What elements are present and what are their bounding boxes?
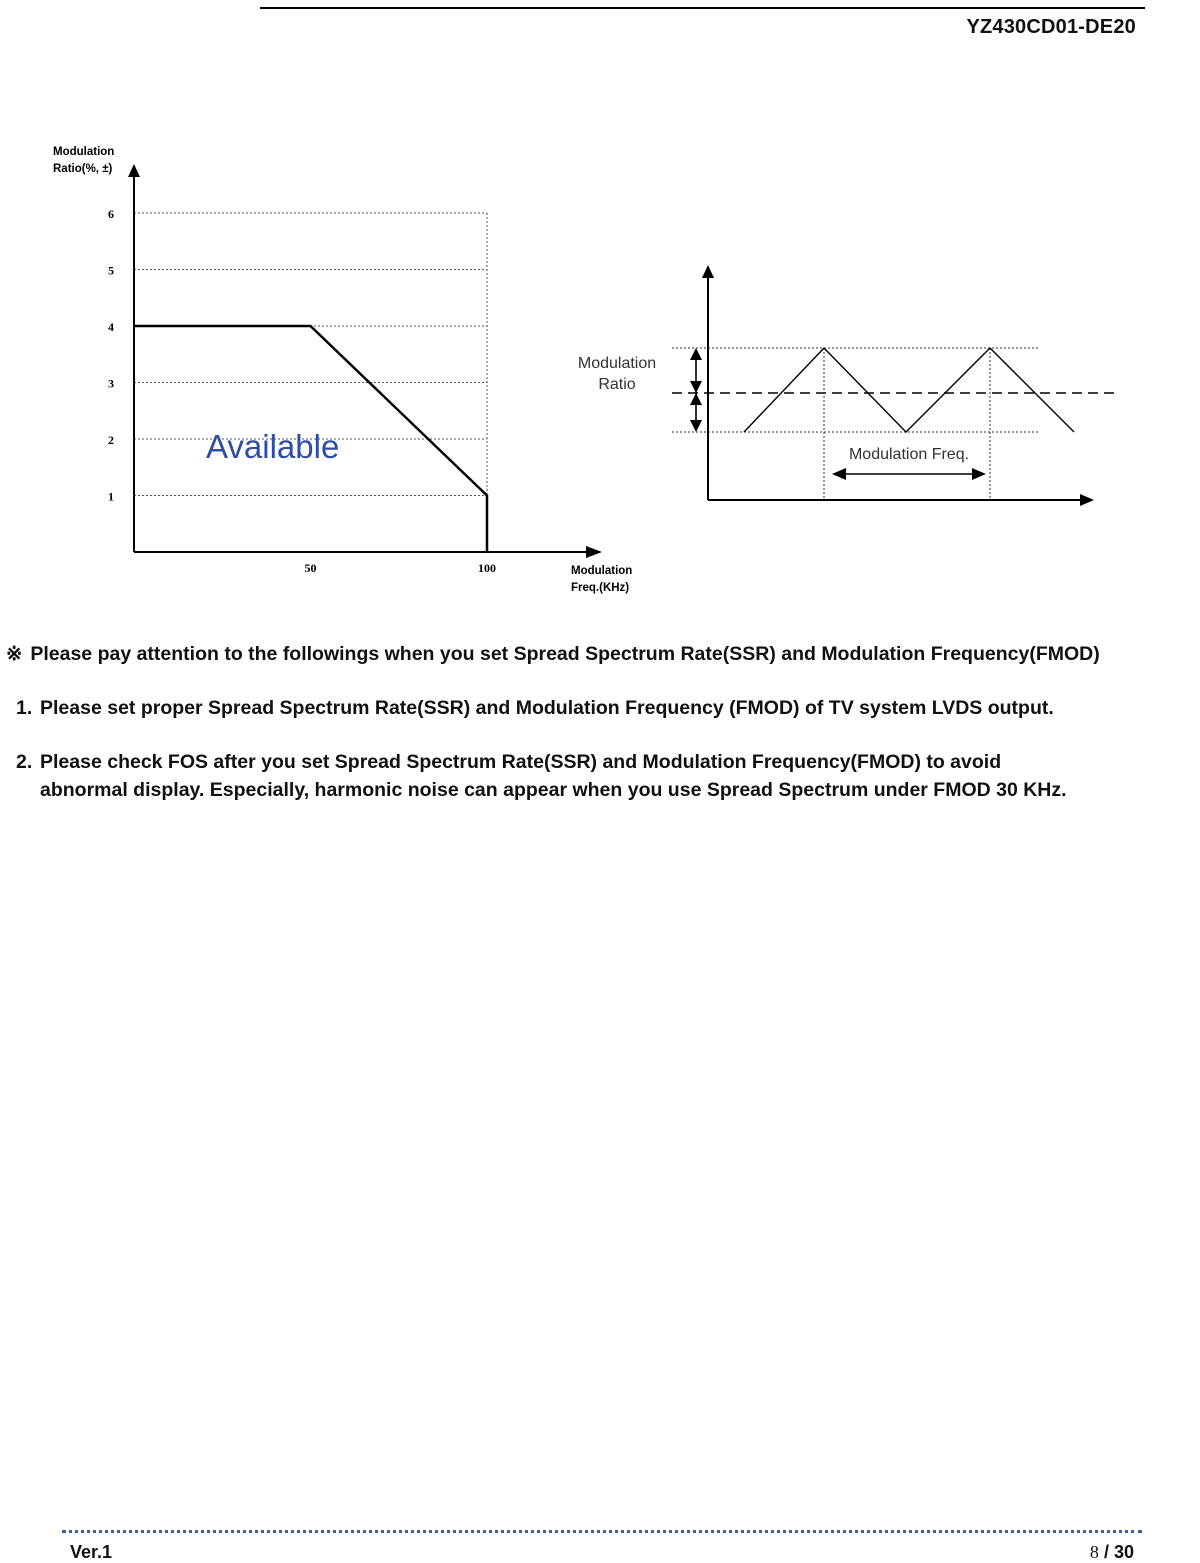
- reference-mark: ※: [6, 643, 23, 665]
- ratio-label-line2: Ratio: [598, 376, 636, 393]
- notice-line: [6, 642, 1100, 666]
- freq-label: Modulation Freq.: [848, 446, 970, 463]
- ratio-arrow-mid-down: [690, 381, 702, 393]
- available-region-label: Available: [206, 428, 340, 465]
- footer-rule: [62, 1530, 1142, 1533]
- list-item-number: 1.: [16, 697, 33, 719]
- version-label: Ver.1: [70, 1542, 113, 1562]
- list-item-text-line1: Please check FOS after you set Spread Spectrum Rate(SSR) and Modulation Frequency(FMOD) to avoid: [40, 751, 1002, 773]
- y-tick-label: 2: [108, 433, 114, 447]
- waveform-y-arrow: [702, 265, 714, 278]
- y-tick-label: 4: [108, 320, 114, 334]
- y-tick-label: 5: [108, 263, 114, 278]
- list-item-text-line2: abnormal display. Especially, harmonic noise can appear when you use Spread Spectrum under FMOD 30 KHz.: [40, 779, 1067, 801]
- list-item-text: Please set proper Spread Spectrum Rate(SSR) and Modulation Frequency (FMOD) of TV system LVDS output.: [40, 697, 1054, 719]
- x-tick-label: 50: [304, 561, 317, 575]
- ratio-arrow-bottom: [690, 420, 702, 432]
- page-separator: /: [1103, 1542, 1109, 1562]
- list-item-1: [16, 694, 1054, 722]
- freq-arrow-left: [832, 468, 846, 480]
- page-number: [1090, 1542, 1134, 1563]
- y-tick-label: 3: [108, 376, 114, 391]
- freq-arrow-right: [972, 468, 986, 480]
- triangle-waveform: [744, 348, 1074, 432]
- ratio-arrow-top: [690, 348, 702, 360]
- y-tick-label: 1: [108, 489, 114, 504]
- modulation-waveform-diagram: [0, 0, 1200, 610]
- list-item-number: 2.: [16, 751, 33, 773]
- x-axis-label-line2: Freq.(KHz): [571, 582, 630, 594]
- page-total: 30: [1113, 1542, 1134, 1562]
- y-axis-label-line1: Modulation: [53, 146, 115, 158]
- list-item-2: [16, 748, 1067, 804]
- y-axis-label-line2: Ratio(%, ±): [53, 163, 113, 175]
- document-code: YZ430CD01-DE20: [966, 16, 1136, 38]
- y-tick-label: 6: [108, 207, 114, 221]
- waveform-x-arrow: [1080, 494, 1094, 506]
- ratio-label-line1: Modulation: [577, 355, 657, 372]
- x-tick-label: 100: [478, 561, 496, 575]
- x-axis-label-line1: Modulation: [571, 565, 633, 577]
- notice-text: Please pay attention to the followings when you set Spread Spectrum Rate(SSR) and Modulation Frequency(FMOD): [30, 643, 1100, 665]
- ratio-arrow-mid-up: [690, 393, 702, 405]
- page-current: 8: [1089, 1542, 1099, 1562]
